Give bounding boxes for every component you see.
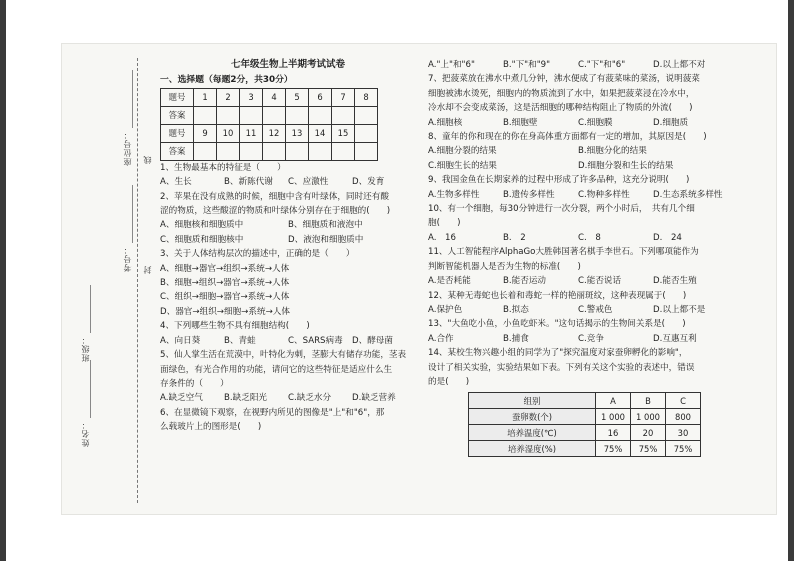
question-options — [160, 175, 416, 189]
binding-dashed-line — [137, 58, 138, 503]
option-text: C.物种多样性 — [578, 189, 630, 200]
option-text: C."下"和"6" — [578, 60, 626, 70]
question-block — [160, 319, 416, 348]
option-text: C. 8 — [578, 232, 601, 243]
grid-q-number: 4 — [263, 88, 286, 106]
binding-label-exam-number: 考号： — [123, 245, 132, 272]
question-stem-line: 13、"大鱼吃小鱼，小鱼吃虾米。"这句话揭示的生物间关系是( ) — [428, 319, 686, 330]
scan-right-edge — [788, 0, 794, 561]
exam-number-fill-line — [132, 185, 133, 243]
option-text: D、酵母菌 — [352, 335, 393, 346]
option-text: A.细胞分裂的结果 — [428, 146, 497, 157]
question-options — [428, 303, 728, 317]
question-options — [160, 334, 416, 348]
question-options — [160, 391, 416, 405]
question-options — [428, 116, 728, 130]
grid-answer-cell[interactable] — [263, 142, 286, 160]
option-text: C.细胞生长的结果 — [428, 160, 497, 171]
option-text: D.以上都不对 — [653, 60, 706, 70]
question-stem-line: 的是( ) — [428, 376, 470, 387]
name-fill-line — [90, 360, 91, 418]
grid-empty-cell — [355, 142, 378, 160]
binding-mark-seal: 封 — [143, 265, 152, 274]
question-stem-line: 冷水却不会变成菜汤，这是活细胞的哪种结构阻止了物质的外流( ) — [428, 103, 693, 114]
option-text: D. 24 — [653, 232, 682, 243]
grid-answer-cell[interactable] — [240, 142, 263, 160]
grid-answer-cell[interactable] — [355, 106, 378, 124]
exp-cell: 30 — [666, 425, 701, 441]
question-stem-line: 11、人工智能程序AlphaGo大胜韩国著名棋手李世石。下列哪项能作为 — [428, 247, 699, 258]
grid-q-number: 6 — [309, 88, 332, 106]
answer-grid-row-q2 — [161, 124, 378, 142]
option-text: B.细胞分化的结果 — [578, 146, 647, 157]
right-questions — [428, 58, 728, 389]
grid-q-number: 13 — [286, 124, 309, 142]
exp-row-label: 培养温度(℃) — [469, 425, 596, 441]
question-stem-line: 6、在显微镜下观察，在视野内所见的图像是"上"和"6"，那 — [160, 407, 385, 418]
answer-grid-row-q1 — [161, 88, 378, 106]
option-text: A."上"和"6" — [428, 60, 475, 70]
question-options — [428, 144, 728, 158]
question-block — [428, 202, 728, 245]
grid-answer-cell[interactable] — [309, 106, 332, 124]
exp-cell: 1 000 — [631, 409, 666, 425]
grid-answer-cell[interactable] — [194, 142, 217, 160]
grid-label-q: 题号 — [161, 88, 194, 106]
option-text: B、细胞→组织→器官→系统→人体 — [160, 278, 290, 289]
option-text: A.生物多样性 — [428, 189, 480, 200]
question-block — [160, 406, 416, 435]
grid-answer-cell[interactable] — [286, 142, 309, 160]
grid-answer-cell[interactable] — [240, 106, 263, 124]
grid-q-number: 9 — [194, 124, 217, 142]
grid-answer-cell[interactable] — [332, 106, 355, 124]
question-stem-line: 胞( ) — [428, 218, 461, 229]
section-title: 一、选择题（每题2分，共30分） — [160, 75, 293, 86]
grid-q-number: 11 — [240, 124, 263, 142]
option-text: A、生长 — [160, 177, 192, 188]
grid-q-number: 14 — [309, 124, 332, 142]
grid-q-number: 10 — [217, 124, 240, 142]
option-text: D.能否生殖 — [653, 276, 697, 287]
exp-row-label: 培养湿度(%) — [469, 441, 596, 457]
question-stem-line: 9、我国金鱼在长期家养的过程中形成了许多品种，这充分说明( ) — [428, 175, 690, 186]
option-text: C、组织→细胞→器官→系统→人体 — [160, 292, 290, 303]
exp-row-label: 蚕卵数(个) — [469, 409, 596, 425]
grid-answer-cell[interactable] — [309, 142, 332, 160]
question-stem-line: 涩的物质，这些酸涩的物质和叶绿体分别存在于细胞的( ) — [160, 206, 391, 217]
seat-fill-line — [132, 70, 133, 128]
option-text: A、向日葵 — [160, 335, 201, 346]
option-text: C.竞争 — [578, 333, 604, 344]
option-text: C、应激性 — [288, 177, 329, 188]
question-block — [428, 130, 728, 173]
grid-q-number: 7 — [332, 88, 355, 106]
question-stem-line: 4、下列哪些生物不具有细胞结构( ) — [160, 321, 310, 332]
question-stem-line: 设计了相关实验，实验结果如下表。下列有关这个实验的表述中，错误 — [428, 362, 695, 373]
binding-mark-line: 线 — [143, 155, 152, 164]
grid-q-number: 8 — [355, 88, 378, 106]
option-text: B.遗传多样性 — [503, 189, 555, 200]
grid-q-number: 15 — [332, 124, 355, 142]
question-stem-line: 12、某种无毒蛇也长着和毒蛇一样的艳丽斑纹，这种表现属于( ) — [428, 290, 687, 301]
grid-label-q: 题号 — [161, 124, 194, 142]
exp-header-cell: 组别 — [469, 393, 596, 409]
option-text: D.细胞质 — [653, 117, 689, 128]
grid-answer-cell[interactable] — [217, 106, 240, 124]
question-options — [160, 233, 416, 247]
option-text: B、细胞质和液泡中 — [288, 220, 363, 231]
question-options — [428, 188, 728, 202]
grid-answer-cell[interactable] — [286, 106, 309, 124]
question-stem-line: 3、关于人体结构层次的描述中，正确的是（ ） — [160, 249, 355, 260]
question-block — [160, 161, 416, 190]
grid-empty-cell — [355, 124, 378, 142]
option-text: D.互惠互利 — [653, 333, 697, 344]
binding-label-name: 姓名： — [81, 420, 90, 447]
question-stem-line: 14、某校生物兴趣小组的同学为了"探究温度对家蚕卵孵化的影响"， — [428, 348, 688, 359]
grid-q-number: 1 — [194, 88, 217, 106]
question-stem-line: 1、生物最基本的特征是（ ） — [160, 162, 286, 173]
option-text: D.以上都不是 — [653, 304, 706, 315]
option-text: C、SARS病毒 — [288, 335, 343, 346]
question-options — [428, 231, 728, 245]
question-stem-line: 7、把菠菜放在沸水中煮几分钟，沸水便成了有菠菜味的菜汤，说明菠菜 — [428, 74, 700, 85]
scan-left-edge — [0, 0, 6, 561]
question-stem-line: 10、有一个细胞，每30分钟进行一次分裂，两个小时后， 共有几个细 — [428, 204, 695, 215]
grid-answer-cell[interactable] — [332, 142, 355, 160]
question-stem-line: 细胞被沸水烫死，细胞内的物质流到了水中，如果把菠菜浸在冷水中， — [428, 88, 695, 99]
option-text: A. 16 — [428, 232, 456, 243]
experiment-table — [468, 392, 701, 457]
exp-cell: 800 — [666, 409, 701, 425]
option-text: B、新陈代谢 — [224, 177, 273, 188]
question-block — [428, 173, 728, 202]
option-text: B.拟态 — [503, 304, 529, 315]
answer-grid-row-a2 — [161, 142, 378, 160]
option-text: D.生态系统多样性 — [653, 189, 723, 200]
option-text: D、液泡和细胞质中 — [288, 234, 364, 245]
question-block — [428, 289, 728, 318]
option-text: B.细胞壁 — [503, 117, 538, 128]
grid-answer-cell[interactable] — [217, 142, 240, 160]
experiment-row — [469, 409, 701, 425]
question-stem-line: 5、仙人掌生活在荒漠中，叶特化为刺，茎膨大有储存功能，茎表 — [160, 350, 407, 361]
option-text: A.保护色 — [428, 304, 463, 315]
option-text: C.细胞膜 — [578, 117, 613, 128]
option-text: A.合作 — [428, 333, 454, 344]
option-text: B. 2 — [503, 232, 526, 243]
exp-cell: 75% — [596, 441, 631, 457]
option-text: A.是否耗能 — [428, 276, 471, 287]
question-options — [428, 332, 728, 346]
binding-label-class: 班级： — [81, 335, 90, 362]
option-text: A.缺乏空气 — [160, 393, 203, 404]
question-block — [428, 317, 728, 346]
option-text: B.能否运动 — [503, 276, 547, 287]
exp-cell: 75% — [666, 441, 701, 457]
option-text: D、发育 — [352, 177, 385, 188]
question-stem-line: 么载玻片上的图形是( ) — [160, 422, 262, 433]
question-block — [428, 58, 728, 72]
question-options — [428, 159, 728, 173]
experiment-row — [469, 441, 701, 457]
option-text: C.缺乏水分 — [288, 393, 332, 404]
option-text: D.细胞分裂和生长的结果 — [578, 160, 674, 171]
question-block — [160, 348, 416, 406]
experiment-row — [469, 425, 701, 441]
question-stem-line: 8、童年的你和现在的你在身高体重方面都有一定的增加，其原因是( ) — [428, 132, 707, 143]
exp-header-cell: C — [666, 393, 701, 409]
left-questions — [160, 161, 416, 435]
left-column — [160, 58, 416, 435]
question-stem-line: 判断智能机器人是否为生物的标准( ) — [428, 261, 581, 272]
option-text: B.捕食 — [503, 333, 529, 344]
answer-grid-row-a1 — [161, 106, 378, 124]
grid-label-a: 答案 — [161, 142, 194, 160]
class-fill-line — [90, 285, 91, 333]
option-text: B."下"和"9" — [503, 60, 551, 70]
question-stem-line: 面绿色，有光合作用的功能，请问它的这些特征是适应什么生 — [160, 364, 393, 375]
option-text: B、青蛙 — [224, 335, 256, 346]
exp-cell: 1 000 — [596, 409, 631, 425]
question-block — [160, 190, 416, 248]
exp-cell: 20 — [631, 425, 666, 441]
question-block — [428, 346, 728, 389]
grid-q-number: 5 — [286, 88, 309, 106]
option-text: A、细胞→器官→组织→系统→人体 — [160, 263, 290, 274]
grid-q-number: 3 — [240, 88, 263, 106]
right-column — [428, 58, 728, 457]
grid-q-number: 2 — [217, 88, 240, 106]
option-text: A、细胞核和细胞质中 — [160, 220, 244, 231]
question-block — [428, 245, 728, 288]
question-stem-line: 2、苹果在没有成熟的时候，细胞中含有叶绿体，同时还有酸 — [160, 191, 389, 202]
question-options — [428, 58, 728, 72]
binding-label-seat: 座位号： — [123, 130, 132, 166]
option-text: C.警戒色 — [578, 304, 613, 315]
exp-cell: 16 — [596, 425, 631, 441]
grid-label-a: 答案 — [161, 106, 194, 124]
option-text: A.细胞核 — [428, 117, 463, 128]
option-text: C.能否说话 — [578, 276, 622, 287]
exam-title: 七年级生物上半期考试试卷 — [230, 59, 345, 70]
option-text: B.缺乏阳光 — [224, 393, 268, 404]
grid-answer-cell[interactable] — [263, 106, 286, 124]
question-options — [428, 274, 728, 288]
option-text: C、细胞质和细胞核中 — [160, 234, 244, 245]
exp-header-cell: A — [596, 393, 631, 409]
question-block — [428, 72, 728, 130]
grid-q-number: 12 — [263, 124, 286, 142]
answer-grid — [160, 88, 378, 161]
experiment-header-row — [469, 393, 701, 409]
grid-answer-cell[interactable] — [194, 106, 217, 124]
question-options — [160, 218, 416, 232]
question-stem-line: 存条件的（ ） — [160, 378, 229, 389]
exp-header-cell: B — [631, 393, 666, 409]
question-block — [160, 247, 416, 319]
exp-cell: 75% — [631, 441, 666, 457]
option-text: D.缺乏营养 — [352, 393, 396, 404]
option-text: D、器官→组织→细胞→系统→人体 — [160, 306, 290, 317]
